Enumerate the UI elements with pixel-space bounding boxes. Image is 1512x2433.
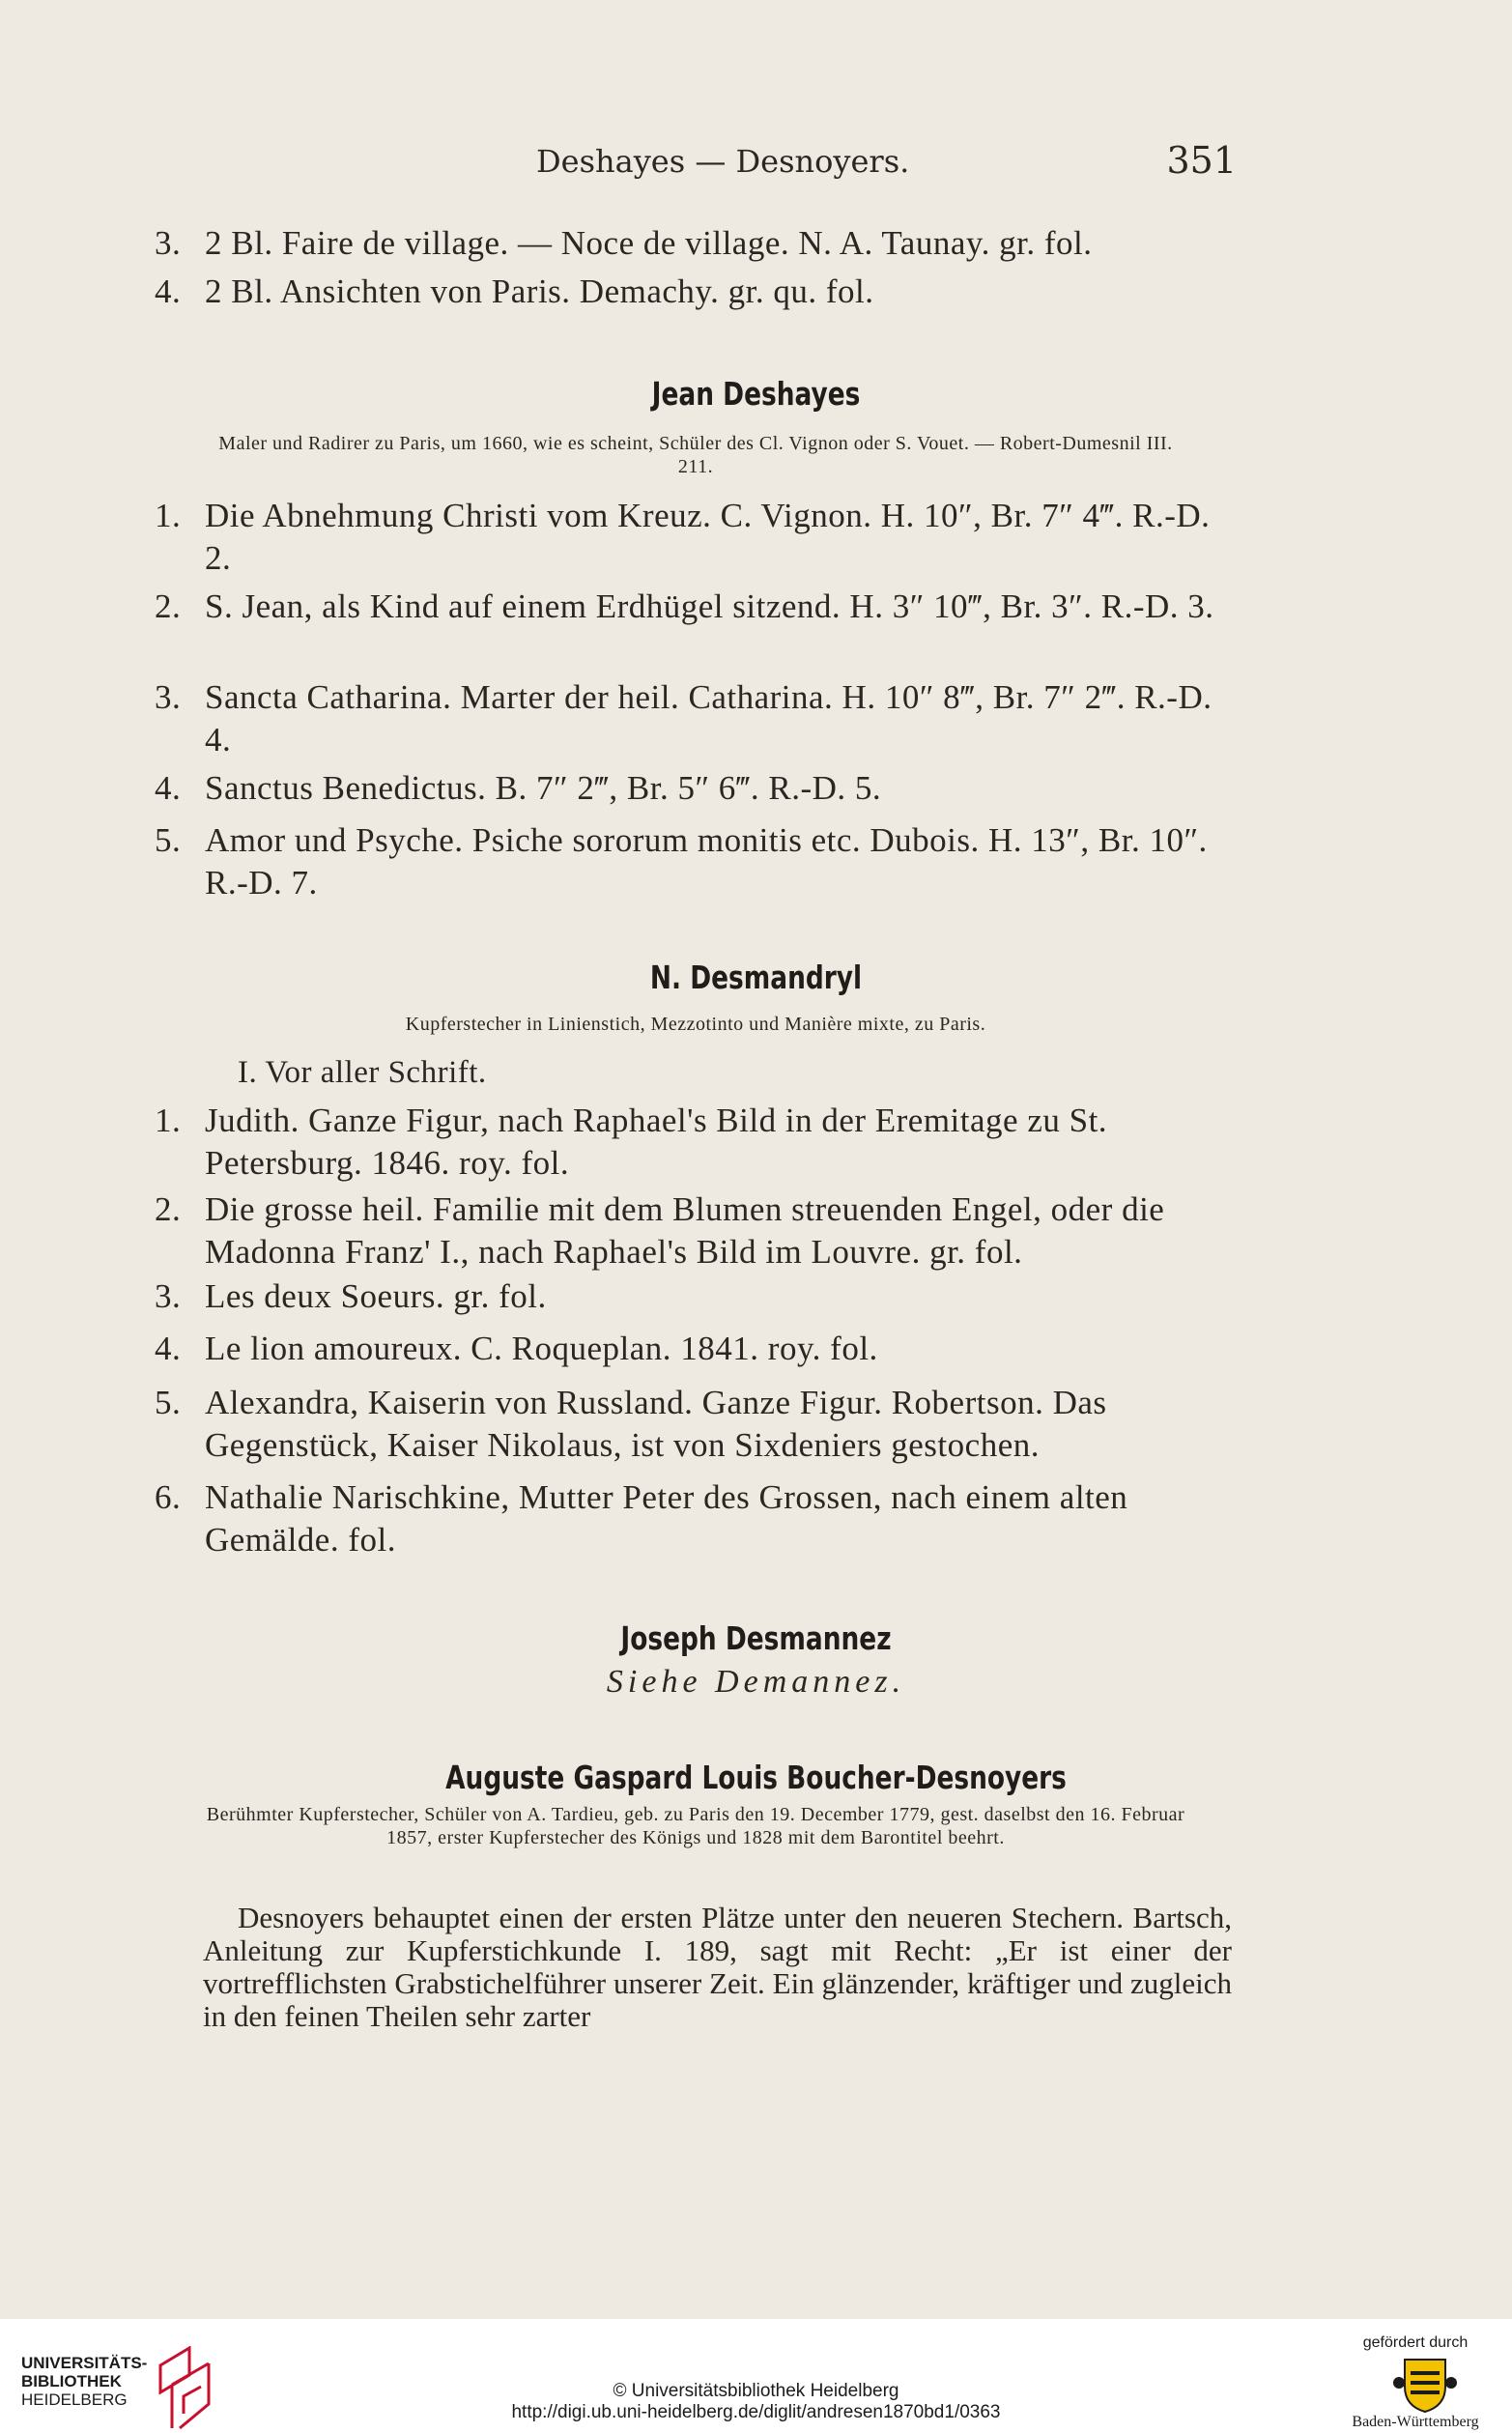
footer-bar bbox=[0, 2319, 1512, 2432]
section-heading-desmannez: Joseph Desmannez bbox=[620, 1619, 892, 1657]
list-item: 1. Judith. Ganze Figur, nach Raphael's Bild in der Eremitage zu St. Petersburg. 1846. roy. fol. bbox=[155, 1102, 1108, 1182]
running-title: Deshayes — Desnoyers. bbox=[536, 143, 910, 180]
list-item: 4. 2 Bl. Ansichten von Paris. Demachy. gr. qu. fol. bbox=[155, 272, 874, 310]
list-item: 5. Amor und Psyche. Psiche sororum monitis etc. Dubois. H. 13″, Br. 10″. R.-D. 7. bbox=[155, 821, 1208, 902]
list-item: 2. Die grosse heil. Familie mit dem Blumen streuenden Engel, oder die Madonna Franz' I., nach Raphael's Bild im Louvre. gr. fol. bbox=[155, 1190, 1165, 1271]
artist-description: Kupferstecher in Linienstich, Mezzotinto und Manière mixte, zu Paris. bbox=[405, 1014, 986, 1035]
section-heading-desnoyers: Auguste Gaspard Louis Boucher-Desnoyers bbox=[445, 1759, 1067, 1796]
body-paragraph: Desnoyers behauptet einen der ersten Plätze unter den neueren Stechern. Bartsch, Anleitung zur Kupferstichkunde I. 189, sagt mit Recht: „Er ist einer der vortrefflichsten Grabstichelführer unserer Zeit. Ein glänzender, kräftiger und zugleich in den feinen Theilen sehr zarter bbox=[203, 1901, 1232, 2033]
list-item: 4. Sanctus Benedictus. B. 7″ 2‴, Br. 5″ 6‴. R.-D. 5. bbox=[155, 769, 882, 807]
funding-label: gefördert durch bbox=[1362, 2334, 1469, 2351]
running-header bbox=[155, 139, 1237, 191]
artist-description: Berühmter Kupferstecher, Schüler von A. Tardieu, geb. zu Paris den 19. December 1779, gest. daselbst den 16. Februar 1857, erster Kupferstecher des Königs und 1828 mit dem Barontitel beehrt. bbox=[206, 1804, 1185, 1848]
list-item: 1. Die Abnehmung Christi vom Kreuz. C. Vignon. H. 10″, Br. 7″ 4‴. R.-D. 2. bbox=[155, 497, 1211, 577]
section-heading-desmandryl: N. Desmandryl bbox=[649, 959, 863, 996]
cross-reference: Siehe Demannez. bbox=[606, 1664, 906, 1700]
list-item: 3. Sancta Catharina. Marter der heil. Catharina. H. 10″ 8‴, Br. 7″ 2‴. R.-D. 4. bbox=[155, 678, 1212, 759]
permalink[interactable]: http://digi.ub.uni-heidelberg.de/diglit/andresen1870bd1/0363 bbox=[511, 2402, 1001, 2422]
copyright-notice: © Universitätsbibliothek Heidelberg bbox=[613, 2381, 899, 2401]
list-item: 4. Le lion amoureux. C. Roqueplan. 1841. roy. fol. bbox=[155, 1330, 878, 1367]
page-number: 351 bbox=[1166, 139, 1237, 182]
library-logo[interactable]: UNIVERSITÄTS- BIBLIOTHEK HEIDELBERG bbox=[21, 2354, 214, 2431]
artist-description: Maler und Radirer zu Paris, um 1660, wie es scheint, Schüler des Cl. Vignon oder S. Vouet. — Robert-Dumesnil III. 211. bbox=[218, 433, 1173, 477]
coat-of-arms-icon bbox=[1391, 2354, 1459, 2414]
list-item: 3. 2 Bl. Faire de village. — Noce de village. N. A. Taunay. gr. fol. bbox=[155, 224, 1093, 262]
list-item: 5. Alexandra, Kaiserin von Russland. Ganze Figur. Robertson. Das Gegenstück, Kaiser Nikolaus, ist von Sixdeniers gestochen. bbox=[155, 1384, 1107, 1464]
sponsor-label: Baden-Württemberg bbox=[1352, 2414, 1479, 2430]
list-item: 6. Nathalie Narischkine, Mutter Peter des Grossen, nach einem alten Gemälde. fol. bbox=[155, 1478, 1128, 1559]
list-item: 3. Les deux Soeurs. gr. fol. bbox=[155, 1277, 547, 1315]
list-item: 2. S. Jean, als Kind auf einem Erdhügel sitzend. H. 3″ 10‴, Br. 3″. R.-D. 3. bbox=[155, 587, 1214, 625]
section-heading-deshayes: Jean Deshayes bbox=[651, 375, 861, 413]
state-subheading: I. Vor aller Schrift. bbox=[238, 1055, 487, 1090]
